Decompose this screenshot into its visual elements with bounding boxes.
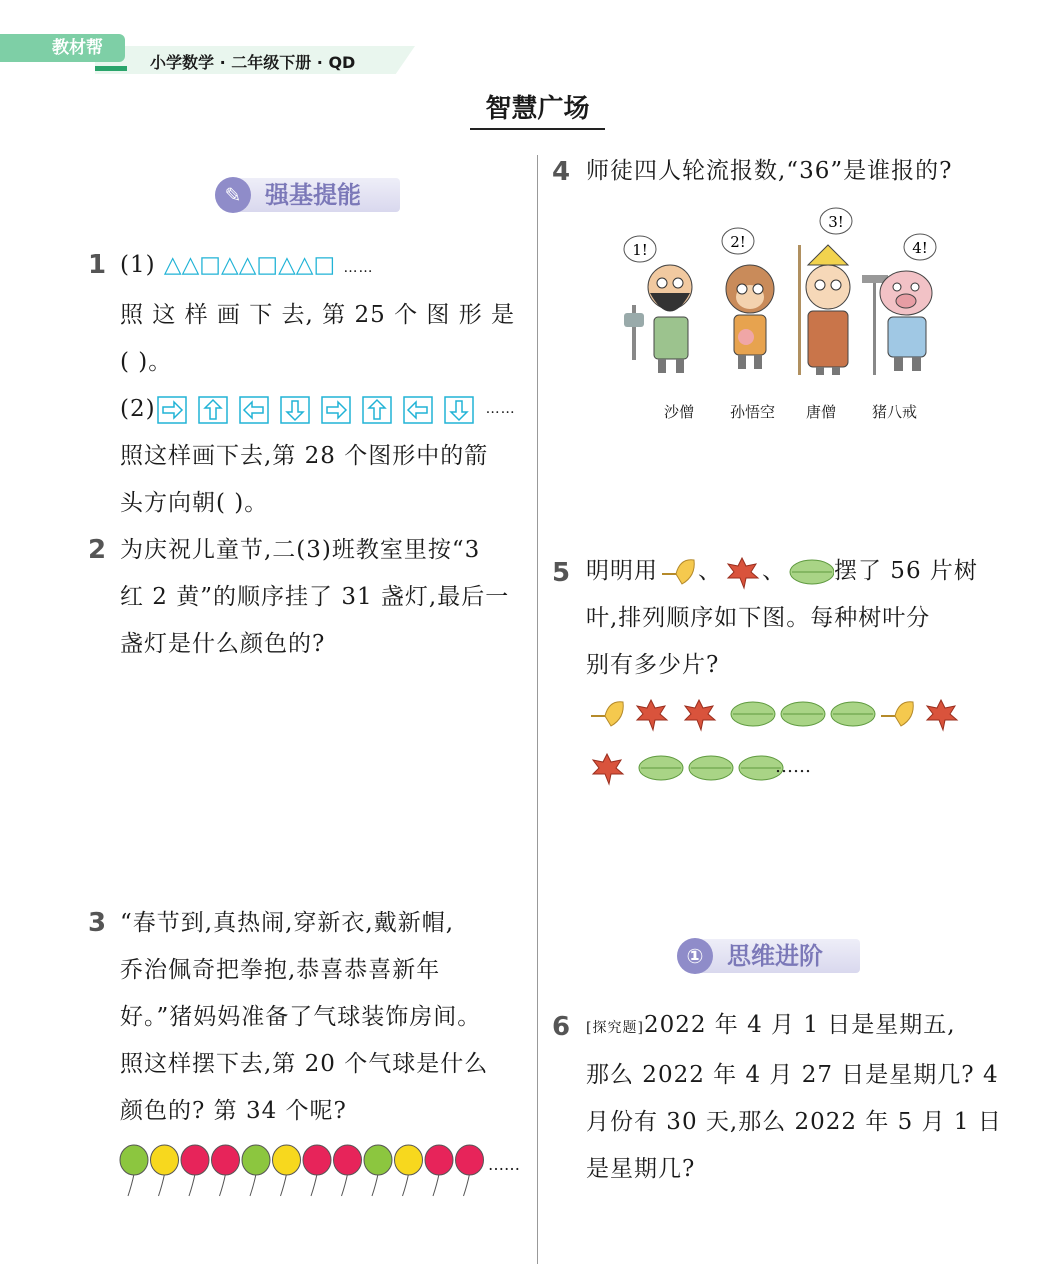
q5-line1 [586,548,1006,595]
maple-leaf-icon [637,700,667,730]
maple-leaf-icon [927,700,957,730]
question-number-2: 2 [88,535,107,565]
q3-line5: 颜色的? 第 34 个呢? [120,1098,347,1124]
page-title: 智慧广场 [470,90,605,130]
oval-leaf-icon [781,702,825,726]
pencil-icon: ✎ [215,177,251,213]
header-accent-line [95,66,127,71]
balloon-yellow [151,1145,179,1196]
q3-balloon-sequence [118,1140,488,1202]
header-subtitle: 小学数学 · 二年级下册 · QD [150,53,356,72]
question-number-4: 4 [552,157,571,187]
section-badge-advanced [677,939,860,973]
oval-leaf-icon [639,756,683,780]
q1-shape-sequence: △△□△△□△△□ [163,252,336,278]
arrow-box-left [240,397,268,423]
q1-part1-label: (1) [120,252,156,278]
balloon-pink [212,1145,240,1196]
question-number-3: 3 [88,908,107,938]
q5-leaf-sequence [585,692,995,802]
q5-leaf-row-2 [593,754,783,784]
q6-line1 [586,1002,1006,1052]
q1-part1-line1: 照 这 样 画 下 去, 第 25 个 图 形 是 [120,302,515,328]
balloon-green [120,1145,148,1196]
q5-line1-start: 明明用 [586,558,658,584]
balloon-pink [303,1145,331,1196]
balloon-green [242,1145,270,1196]
q6-line2: 那么 2022 年 4 月 27 日是星期几? 4 [586,1062,999,1088]
q5-sep2: 、 [762,558,786,584]
balloon-pink [181,1145,209,1196]
balloon-yellow [273,1145,301,1196]
oval-leaf-icon [831,702,875,726]
column-divider [537,155,538,1264]
q1-part1-row [120,242,530,292]
oval-leaf-icon [731,702,775,726]
name-sun-wukong: 孙悟空 [730,403,776,421]
medal-icon: ① [677,938,713,974]
sun-wukong-figure [726,265,774,369]
q5-line3: 别有多少片? [586,652,720,678]
question-number-5: 5 [552,558,571,588]
oval-leaf-icon [689,756,733,780]
q1-part2-line2: 头方向朝( )。 [120,490,269,516]
name-zhu-bajie: 猪八戒 [872,403,918,421]
name-sha-seng: 沙僧 [664,403,695,421]
balloon-pink [334,1145,362,1196]
q5-leaf-row-1 [591,700,957,730]
q6-line3: 月份有 30 天,那么 2022 年 5 月 1 日 [586,1109,1002,1135]
bubble-text-3: 3! [828,213,844,231]
bubble-text-2: 2! [730,233,746,251]
q5-sep1: 、 [698,558,722,584]
question-1 [120,242,530,527]
speech-bubble-1 [624,236,656,262]
ginkgo-leaf-icon [591,702,623,726]
balloon-pink [456,1145,484,1196]
balloon-pink [425,1145,453,1196]
section-title-advanced: 思维进阶 [727,942,823,970]
q6-line1-text: 2022 年 4 月 1 日是星期五, [643,1012,956,1038]
arrow-box-down [445,397,473,423]
section-title-basic: 强基提能 [265,181,361,209]
ginkgo-leaf-icon [881,702,913,726]
q1-arrow-sequence [156,395,486,425]
q2-line2: 红 2 黄”的顺序挂了 31 盏灯,最后一 [120,584,510,610]
q3-line4: 照这样摆下去,第 20 个气球是什么 [120,1051,489,1077]
speech-bubble-2 [722,228,754,254]
ginkgo-leaf-icon [658,554,698,590]
q6-tag: [探究题] [586,1020,644,1036]
arrow-box-left [404,397,432,423]
bubble-text-1: 1! [632,241,648,259]
maple-leaf-icon [593,754,623,784]
tang-seng-figure [798,245,850,375]
q1-part1-dots: …… [343,260,374,276]
brand-tag: 教材帮 [0,34,125,62]
balloon-yellow [395,1145,423,1196]
bubble-text-4: 4! [912,239,928,257]
arrow-box-down [281,397,309,423]
question-4-text: 师徒四人轮流报数,“36”是谁报的? [586,158,953,184]
q5-dots: …… [775,756,811,777]
q6-line4: 是星期几? [586,1156,696,1182]
q1-part2-label: (2) [120,396,156,422]
arrow-box-right [158,397,186,423]
zhu-bajie-figure [862,271,932,375]
section-badge-basic [215,178,400,212]
arrow-box-up [199,397,227,423]
question-6 [586,1002,1006,1193]
oval-leaf-icon [786,554,834,590]
q3-line2: 乔治佩奇把拳抱,恭喜恭喜新年 [120,957,441,983]
q3-line1: “春节到,真热闹,穿新衣,戴新帽, [120,910,455,936]
question-2 [120,527,530,668]
maple-leaf-icon [685,700,715,730]
balloon-green [364,1145,392,1196]
question-5 [586,548,1006,689]
q4-characters-illustration [618,205,948,380]
question-number-1: 1 [88,250,107,280]
q3-dots: …… [488,1155,520,1174]
speech-bubble-3 [820,208,852,234]
arrow-box-right [322,397,350,423]
question-number-6: 6 [552,1012,571,1042]
arrow-box-up [363,397,391,423]
sha-seng-figure [624,265,692,373]
speech-bubble-4 [904,234,936,260]
q5-line2: 叶,排列顺序如下图。每种树叶分 [586,605,931,631]
q2-line3: 盏灯是什么颜色的? [120,631,326,657]
q1-part2-line1: 照这样画下去,第 28 个图形中的箭 [120,443,489,469]
q1-part2-dots: …… [485,401,516,417]
q1-part2-row [120,386,530,433]
q1-part1-line2: ( )。 [120,349,173,375]
q2-line1: 为庆祝儿童节,二(3)班教室里按“3 [120,537,481,563]
question-3 [120,900,530,1135]
maple-leaf-icon [722,554,762,590]
q3-line3: 好。”猪妈妈准备了气球装饰房间。 [120,1004,482,1030]
name-tang-seng: 唐僧 [806,403,837,421]
q5-line1-end: 摆了 56 片树 [834,558,978,584]
